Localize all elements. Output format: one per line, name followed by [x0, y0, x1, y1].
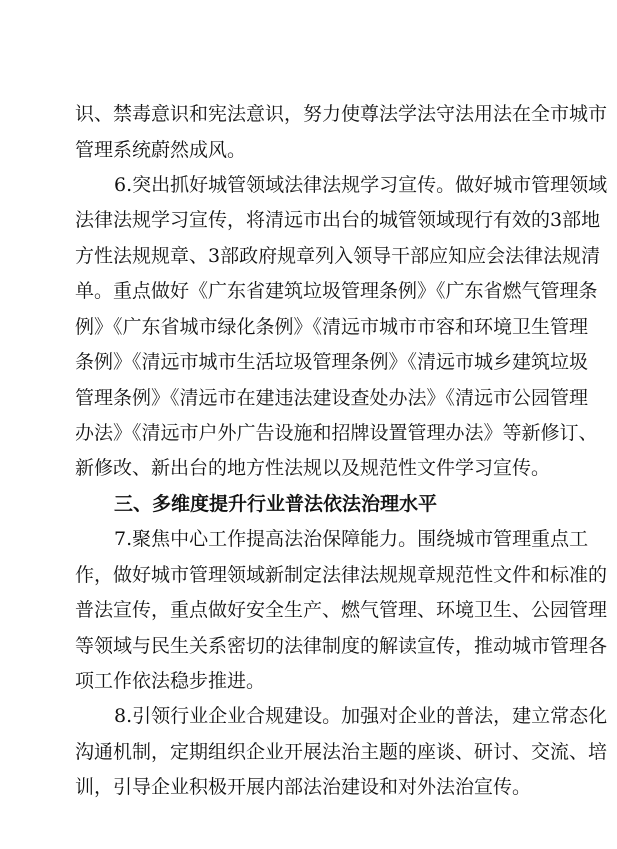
paragraph-line: 8.引领行业企业合规建设。加强对企业的普法，建立常态化 — [114, 705, 608, 727]
paragraph-line: 训，引导企业积极开展内部法治建设和对外法治宣传。 — [75, 776, 532, 798]
paragraph-line: 作，做好城市管理领域新制定法律法规规章规范性文件和标准的 — [75, 564, 608, 586]
paragraph-line: 7.聚焦中心工作提高法治保障能力。围绕城市管理重点工 — [114, 528, 589, 550]
paragraph-line: 6.突出抓好城管领域法律法规学习宣传。做好城市管理领域 — [114, 174, 608, 196]
paragraph-line: 等领域与民生关系密切的法律制度的解读宣传，推动城市管理各 — [75, 635, 608, 657]
section-heading: 三、多维度提升行业普法依法治理水平 — [114, 493, 438, 515]
paragraph-line: 识、禁毒意识和宪法意识，努力使尊法学法守法用法在全市城市 — [75, 103, 608, 125]
paragraph-line: 管理条例》《清远市在建违法建设查处办法》《清远市公园管理 — [75, 387, 589, 409]
paragraph-line: 沟通机制，定期组织企业开展法治主题的座谈、研讨、交流、培 — [75, 741, 608, 763]
paragraph-line: 管理系统蔚然成风。 — [75, 139, 247, 161]
paragraph-line: 例》《广东省城市绿化条例》《清远市城市市容和环境卫生管理 — [75, 316, 589, 338]
paragraph-line: 普法宣传，重点做好安全生产、燃气管理、环境卫生、公园管理 — [75, 599, 608, 621]
paragraph-line: 办法》《清远市户外广告设施和招牌设置管理办法》等新修订、 — [75, 422, 598, 444]
paragraph-line: 方性法规规章、3部政府规章列入领导干部应知应会法律法规清 — [75, 245, 601, 267]
paragraph-line: 单。重点做好《广东省建筑垃圾管理条例》《广东省燃气管理条 — [75, 280, 598, 302]
paragraph-line: 条例》《清远市城市生活垃圾管理条例》《清远市城乡建筑垃圾 — [75, 351, 589, 373]
paragraph-line: 法律法规学习宣传，将清远市出台的城管领域现行有效的3部地 — [75, 209, 601, 231]
paragraph-line: 项工作依法稳步推进。 — [75, 670, 266, 692]
paragraph-line: 新修改、新出台的地方性法规以及规范性文件学习宣传。 — [75, 457, 551, 479]
